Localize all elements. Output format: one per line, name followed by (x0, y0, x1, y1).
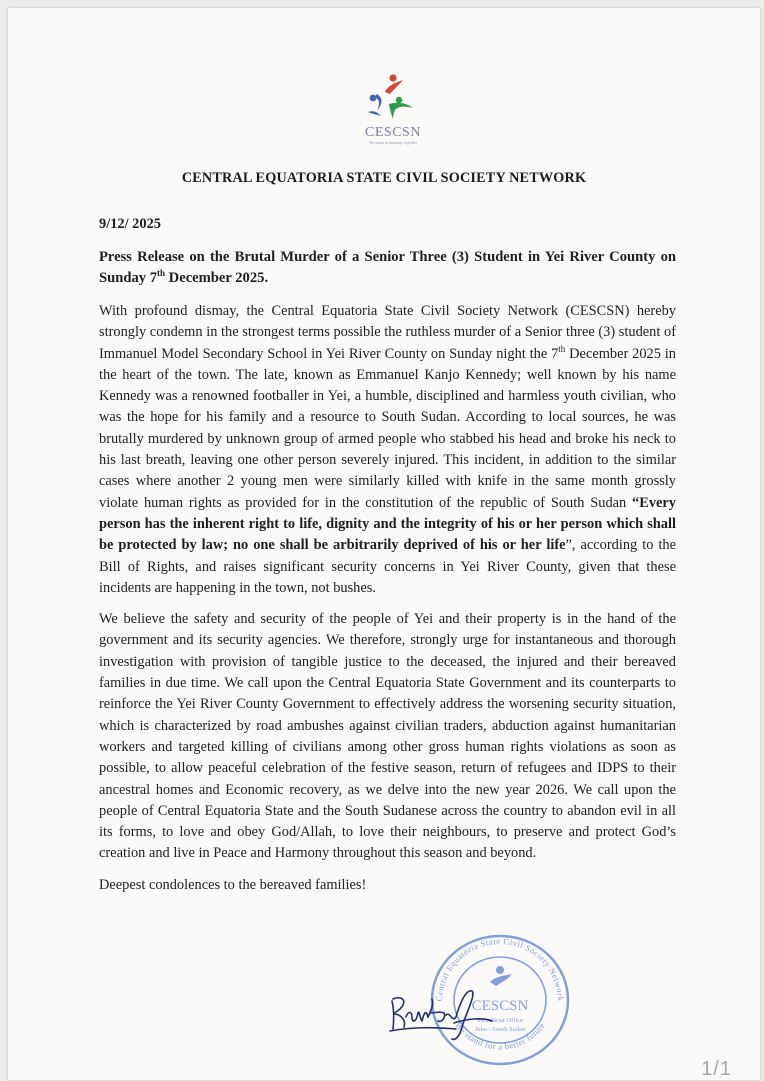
stamp-ring-top: Central Equatoria State Civil Society Network (433, 935, 567, 1002)
logo-tagline: We stand in harmony together (368, 140, 418, 145)
cescsn-logo-icon (363, 72, 423, 124)
stamp-ring-bottom: We stand for a better future (453, 1020, 547, 1052)
paragraph-1-text-2: December 2025 in the heart of the town. The late, known as Emmanuel Kanjo Kennedy; well known by his name Kennedy was a renowned footballer in Yei, a humble, disciplined and harmless youth civilian, who was the hope for his family and a resource to South Sudan. According to local sources, he was brutally murdered by unknown group of armed people who stabbed his head and broke his neck to his last breath, leaving one other person severely injured. This incident, in addition to the similar cases where another 2 young men were similarly killed with knife in the same month grossly violate human rights as provided for in the constitution of the republic of South Sudan (99, 345, 676, 511)
heading-superscript: th (157, 268, 166, 279)
organization-title: CENTRAL EQUATORIA STATE CIVIL SOCIETY NETWORK (181, 170, 587, 186)
letter-body (99, 216, 676, 896)
heading-text-1: Press Release on the Brutal Murder of a Senior Three (3) Student in Yei River County on Sunday 7 (99, 249, 676, 286)
paragraph-1-text-3: ”, according to the Bill of Rights, and raises significant security concerns in Yei River County, given that these incidents are happening in the town, not bushes. (99, 537, 676, 596)
stamp-inner-line-1: Secretariat Office (477, 1017, 523, 1024)
release-date: 9/12/ 2025 (99, 216, 161, 232)
cescsn-logo (343, 72, 443, 160)
page-indicator: 1/1 (701, 1058, 732, 1080)
paragraph-1-superscript: th (558, 343, 566, 354)
release-heading (99, 247, 676, 289)
closing-line: Deepest condolences to the bereaved families! (99, 876, 367, 893)
stamp-inner-line-2: Juba - South Sudan (474, 1026, 526, 1033)
document-page (8, 8, 760, 1080)
bill-of-rights-quote: “Every person has the inherent right to life, dignity and the integrity of his or her person which shall be protected by law; no one shall be arbitrarily deprived of his or her life (99, 494, 676, 554)
stamp-center-text: CESCSN (471, 998, 529, 1014)
logo-text: CESCSN (365, 125, 421, 140)
signature-icon (386, 983, 498, 1045)
heading-text-2: December 2025. (165, 270, 269, 286)
paragraph-1-text-1: With profound dismay, the Central Equatoria State Civil Society Network (CESCSN) hereby strongly condemn in the strongest terms possible the ruthless murder of a Senior three (3) student of Immanuel Model Secondary School in Yei River County on Sunday night the 7 (99, 303, 676, 362)
paragraph-1 (99, 301, 676, 599)
paragraph-2: We believe the safety and security of the people of Yei and their property is in the hand of the government and its security agencies. We therefore, strongly urge for instantaneous and thorough investigation with provision of tangible justice to the deceased, the injured and their bereaved families in due time. We call upon the Central Equatoria State Government and its counterparts to reinforce the Yei River County Government to effectively address the worsening security situation, which is characterized by road ambushes against civilian traders, abduction against humanitarian workers and targeted killing of civilians among other gross human rights violations as soon as possible, to allow peaceful celebration of the festive season, return of refugees and IDPS to their ancestral homes and Economic recovery, as we delve into the new year 2026. We call upon the people of Central Equatoria State and the South Sudanese across the country to abandon evil in all its forms, to love and obey God/Allah, to love their neighbours, to preserve and protect God’s creation and live in Peace and Harmony throughout this season and beyond. (99, 611, 676, 862)
